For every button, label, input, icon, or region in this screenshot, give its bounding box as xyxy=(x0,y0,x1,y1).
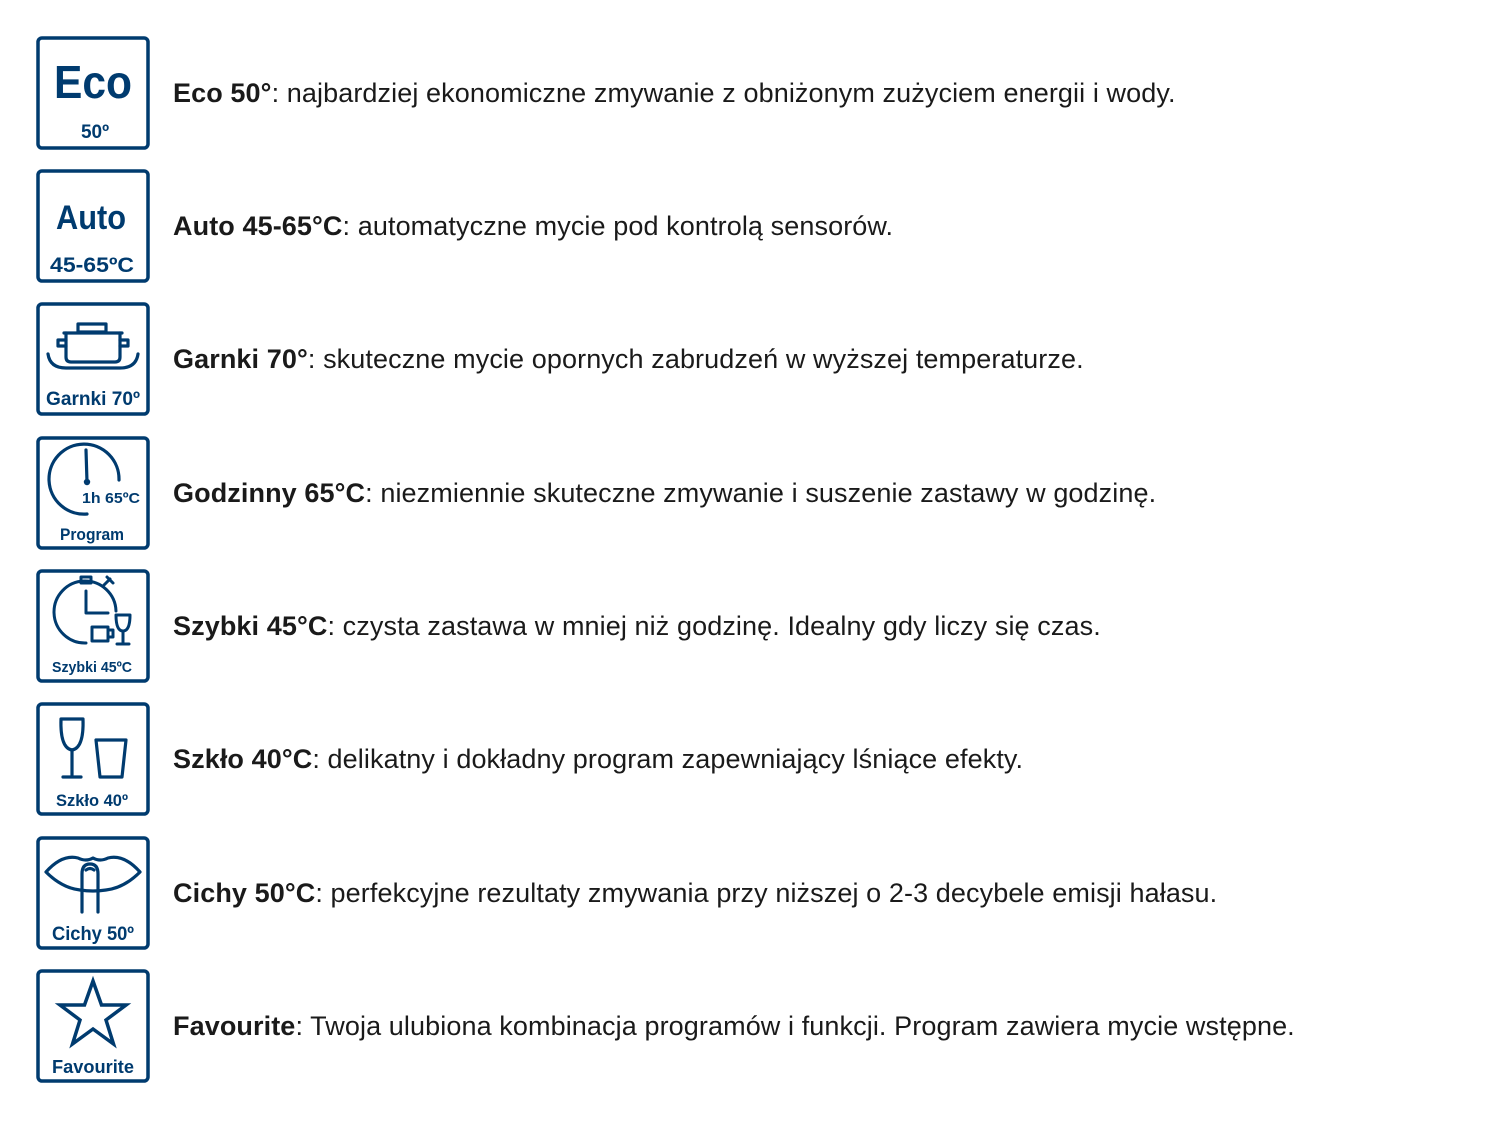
program-name: Eco 50° xyxy=(173,78,272,108)
program-name: Szybki 45°C xyxy=(173,611,328,641)
glasses-icon xyxy=(36,702,150,816)
star-icon xyxy=(36,969,150,1083)
glasses-icon-sub: Szkło 40º xyxy=(56,791,128,810)
silent-lips-icon-sub: Cichy 50º xyxy=(52,924,135,945)
silent-lips-icon xyxy=(36,836,150,950)
program-name: Auto 45-65°C xyxy=(173,211,343,241)
program-row-godzinny xyxy=(36,436,1476,550)
program-description xyxy=(173,969,1295,1083)
pot-icon xyxy=(36,302,150,416)
program-text: : perfekcyjne rezultaty zmywania przy niższej o 2-3 decybele emisji hałasu. xyxy=(315,878,1218,908)
program-description xyxy=(173,302,1084,416)
program-description xyxy=(173,436,1156,550)
eco-icon-sub: 50º xyxy=(80,122,110,143)
program-name: Garnki 70° xyxy=(173,344,308,374)
program-name: Cichy 50°C xyxy=(173,878,316,908)
stopwatch-dishes-icon-sub: Szybki 45ºC xyxy=(52,659,133,676)
program-row-cichy xyxy=(36,836,1476,950)
program-name: Szkło 40°C xyxy=(173,744,313,774)
auto-icon-sub: 45-65ºC xyxy=(50,254,134,277)
program-text: : automatyczne mycie pod kontrolą sensorów. xyxy=(342,211,894,241)
clock-1h-icon-inner: 1h 65ºC xyxy=(82,490,141,507)
program-name: Favourite xyxy=(173,1011,296,1041)
program-text: : Twoja ulubiona kombinacja programów i funkcji. Program zawiera mycie wstępne. xyxy=(295,1011,1295,1041)
program-row-szklo xyxy=(36,702,1476,816)
program-description xyxy=(173,169,893,283)
program-text: : skuteczne mycie opornych zabrudzeń w wyższej temperaturze. xyxy=(307,344,1084,374)
program-text: : delikatny i dokładny program zapewniający lśniące efekty. xyxy=(312,744,1024,774)
program-text: : najbardziej ekonomiczne zmywanie z obniżonym zużyciem energii i wody. xyxy=(271,78,1176,108)
auto-icon xyxy=(36,169,150,283)
program-text: : czysta zastawa w mniej niż godzinę. Idealny gdy liczy się czas. xyxy=(327,611,1101,641)
program-description xyxy=(173,36,1176,150)
auto-icon-title: Auto xyxy=(56,199,126,237)
stopwatch-dishes-icon xyxy=(36,569,150,683)
eco-icon-title: Eco xyxy=(54,56,132,108)
clock-1h-icon-sub: Program xyxy=(60,525,124,544)
program-row-favourite xyxy=(36,969,1476,1083)
program-row-szybki xyxy=(36,569,1476,683)
program-name: Godzinny 65°C xyxy=(173,478,366,508)
star-icon-sub: Favourite xyxy=(52,1057,134,1077)
program-row-auto xyxy=(36,169,1476,283)
program-text: : niezmiennie skuteczne zmywanie i suszenie zastawy w godzinę. xyxy=(365,478,1157,508)
program-row-eco xyxy=(36,36,1476,150)
program-description xyxy=(173,702,1023,816)
program-description xyxy=(173,569,1101,683)
pot-icon-sub: Garnki 70º xyxy=(46,389,141,410)
program-row-garnki xyxy=(36,302,1476,416)
eco-icon xyxy=(36,36,150,150)
clock-1h-icon xyxy=(36,436,150,550)
program-description xyxy=(173,836,1217,950)
